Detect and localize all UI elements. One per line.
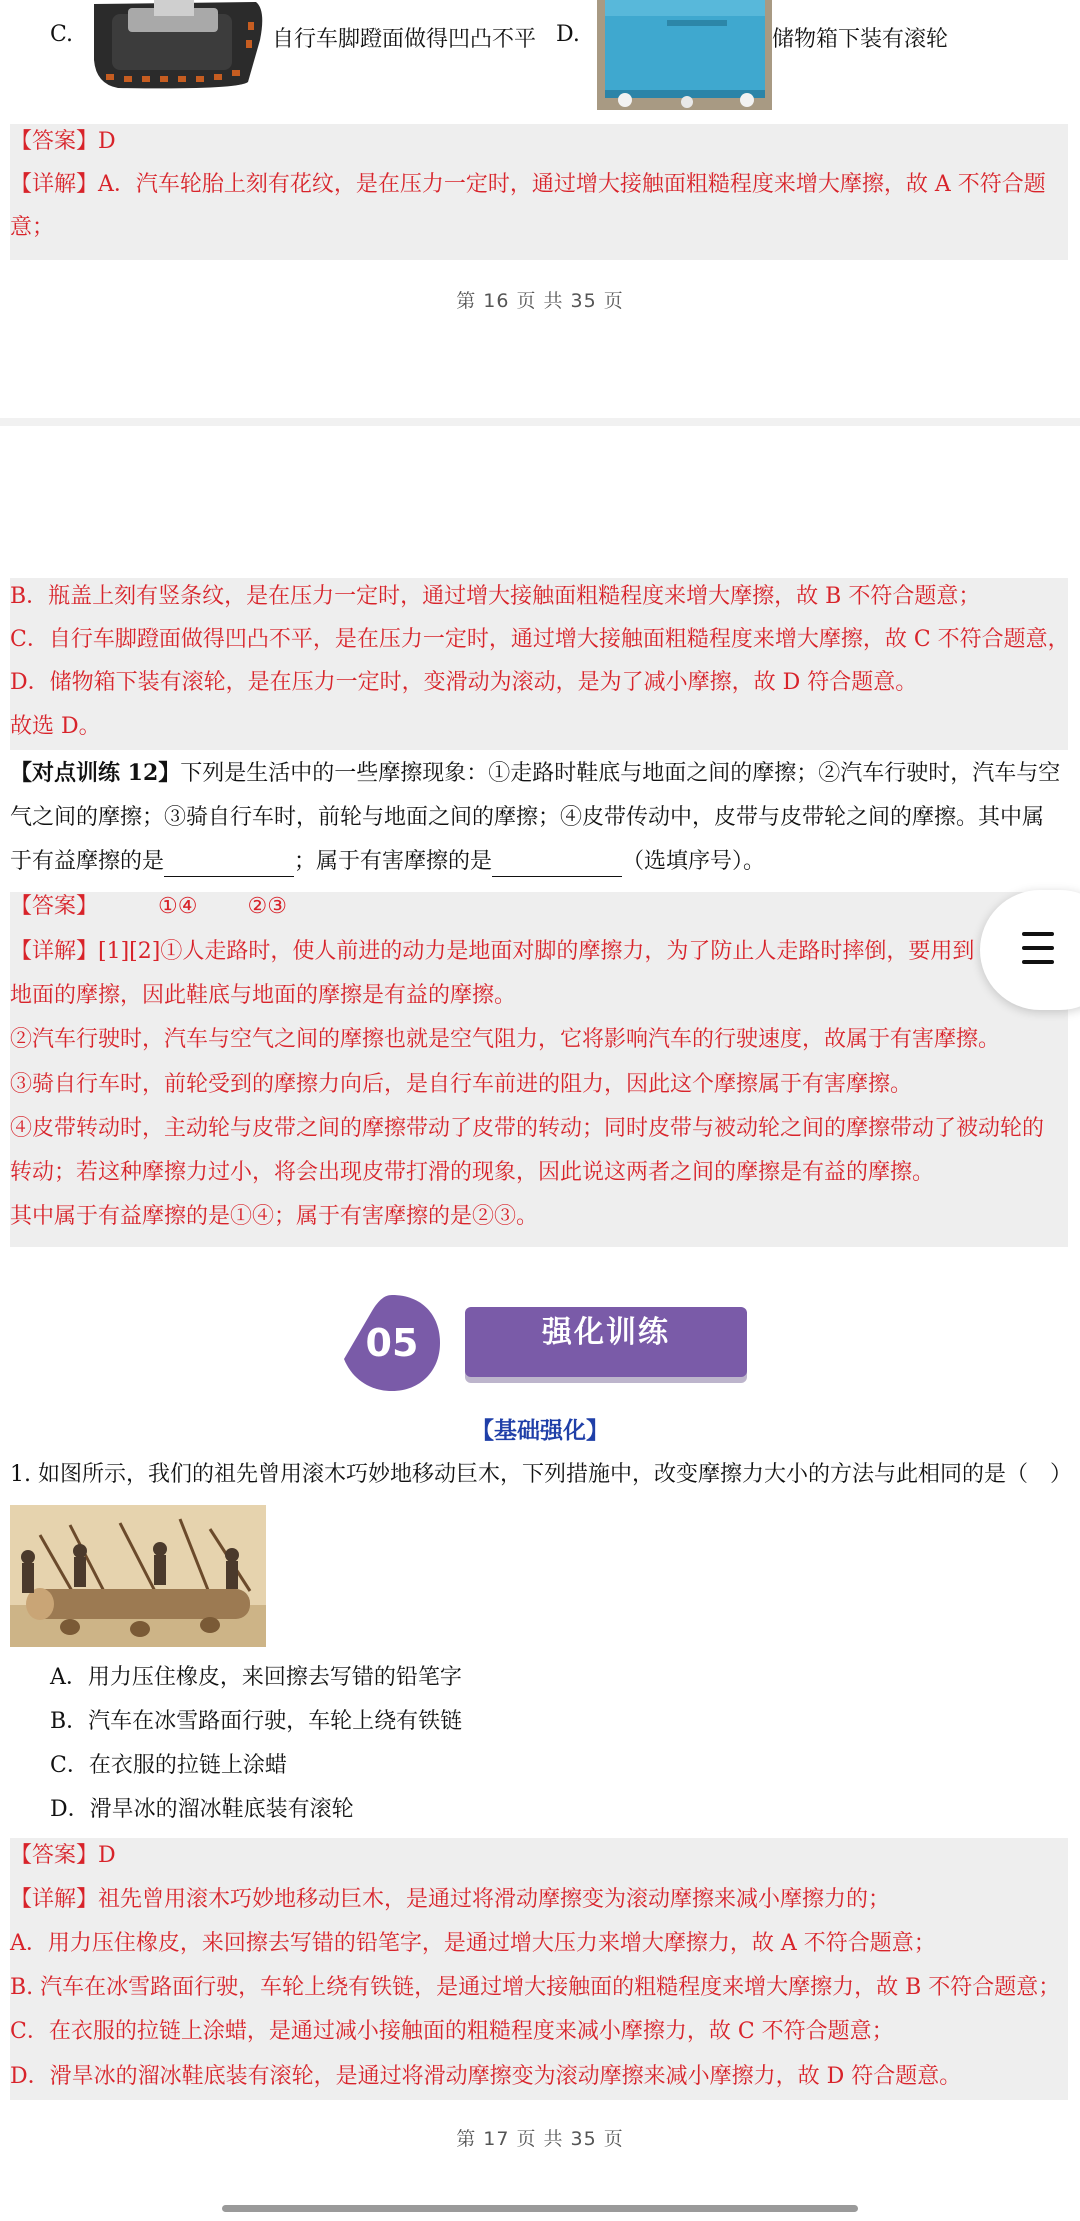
- detail-line: D．滑旱冰的溜冰鞋底装有滚轮，是通过将滑动摩擦变为滚动摩擦来减小摩擦力，故 D 符合题意。: [10, 2064, 962, 2089]
- detail-line: 故选 D。: [10, 714, 101, 739]
- option-c-label: C.: [50, 22, 74, 47]
- home-indicator[interactable]: [222, 2205, 858, 2212]
- option-c-text: 自行车脚蹬面做得凹凸不平: [272, 27, 537, 52]
- page-number: 第 17 页 共 35 页: [456, 2128, 624, 2150]
- detail-line: 其中属于有益摩擦的是①④；属于有害摩擦的是②③。: [10, 1204, 539, 1229]
- question-12-text: ；属于有害摩擦的是: [294, 849, 493, 874]
- option-c: C．在衣服的拉链上涂蜡: [50, 1753, 287, 1778]
- detail-line: 【详解】[1][2]①人走路时，使人前进的动力是地面对脚的摩擦力，为了防止人走路时摔倒，要用到: [10, 939, 975, 964]
- detail-line: 【详解】A．汽车轮胎上刻有花纹，是在压力一定时，通过增大接触面粗糙程度来增大摩擦，故 A 不符合题: [10, 172, 1046, 197]
- option-b: B．汽车在冰雪路面行驶，车轮上绕有铁链: [50, 1709, 463, 1734]
- rolling-log-image: [10, 1505, 266, 1647]
- answer-line: 【答案】D: [10, 1843, 116, 1868]
- section-subtitle: 【基础强化】: [471, 1418, 609, 1444]
- section-number: 05: [365, 1321, 419, 1365]
- option-a: A．用力压住橡皮，来回擦去写错的铅笔字: [50, 1665, 462, 1690]
- detail-line: 地面的摩擦，因此鞋底与地面的摩擦是有益的摩擦。: [10, 983, 517, 1008]
- option-d-text: 储物箱下装有滚轮: [772, 27, 949, 52]
- answer-line: [10, 892, 287, 922]
- option-d: D．滑旱冰的溜冰鞋底装有滚轮: [50, 1797, 354, 1822]
- option-d-label: D.: [556, 22, 580, 47]
- detail-line: ③骑自行车时，前轮受到的摩擦力向后，是自行车前进的阻力，因此这个摩擦属于有害摩擦。: [10, 1072, 913, 1097]
- detail-line: ④皮带转动时，主动轮与皮带之间的摩擦带动了皮带的转动；同时皮带与被动轮之间的摩擦带动了被动轮的: [10, 1116, 1045, 1141]
- question-12-line: [10, 847, 765, 877]
- detail-line: B．瓶盖上刻有竖条纹，是在压力一定时，通过增大接触面粗糙程度来增大摩擦，故 B 不符合题意；: [10, 584, 981, 609]
- detail-line: 意；: [10, 215, 55, 240]
- question-12-line: 气之间的摩擦；③骑自行车时，前轮与地面之间的摩擦；④皮带传动中，皮带与皮带轮之间的摩擦。其中属: [10, 805, 1045, 830]
- answer-value-2: ②③: [247, 894, 287, 919]
- page-separator: [0, 418, 1080, 426]
- answer-value-1: ①④: [158, 894, 198, 919]
- detail-line: 【详解】祖先曾用滚木巧妙地移动巨木，是通过将滑动摩擦变为滚动摩擦来减小摩擦力的；: [10, 1887, 891, 1912]
- detail-line: B. 汽车在冰雪路面行驶，车轮上绕有铁链，是通过增大接触面的粗糙程度来增大摩擦力，故 B 不符合题意；: [10, 1975, 1061, 2000]
- question-12-text: 下列是生活中的一些摩擦现象：①走路时鞋底与地面之间的摩擦；②汽车行驶时，汽车与空: [180, 761, 1061, 786]
- storage-box-image: [597, 0, 772, 110]
- detail-line: D．储物箱下装有滚轮，是在压力一定时，变滑动为滚动，是为了减小摩擦，故 D 符合题意。: [10, 670, 918, 695]
- page-number: 第 16 页 共 35 页: [456, 290, 624, 312]
- section-title: 强化训练: [465, 1307, 747, 1377]
- question-12-line: [10, 758, 1060, 789]
- question-1-stem: 1. 如图所示，我们的祖先曾用滚木巧妙地移动巨木，下列措施中，改变摩擦力大小的方法与此相同的是（ ）: [10, 1462, 1072, 1487]
- detail-line: 转动；若这种摩擦力过小，将会出现皮带打滑的现象，因此说这两者之间的摩擦是有益的摩擦。: [10, 1160, 935, 1185]
- answer-box-4: [10, 1838, 1068, 2100]
- section-number-badge: [342, 1293, 442, 1393]
- answer-line: 【答案】D: [10, 129, 116, 154]
- detail-line: C．自行车脚蹬面做得凹凸不平，是在压力一定时，通过增大接触面粗糙程度来增大摩擦，故 C 不符合题意，: [10, 627, 1070, 652]
- detail-line: C．在衣服的拉链上涂蜡，是通过减小接触面的粗糙程度来减小摩擦力，故 C 不符合题意；: [10, 2019, 894, 2044]
- pedal-image: [88, 0, 268, 92]
- blank-2: [492, 854, 622, 877]
- answer-label: 【答案】: [10, 894, 99, 919]
- question-12-text: 于有益摩擦的是: [10, 849, 165, 874]
- question-12-title: 【对点训练 12】: [10, 760, 181, 786]
- detail-line: ②汽车行驶时，汽车与空气之间的摩擦也就是空气阻力，它将影响汽车的行驶速度，故属于有害摩擦。: [10, 1027, 1001, 1052]
- blank-1: [164, 854, 294, 877]
- detail-line: A．用力压住橡皮，来回擦去写错的铅笔字，是通过增大压力来增大摩擦力，故 A 不符合题意；: [10, 1931, 936, 1956]
- question-12-text: （选填序号）。: [622, 849, 766, 874]
